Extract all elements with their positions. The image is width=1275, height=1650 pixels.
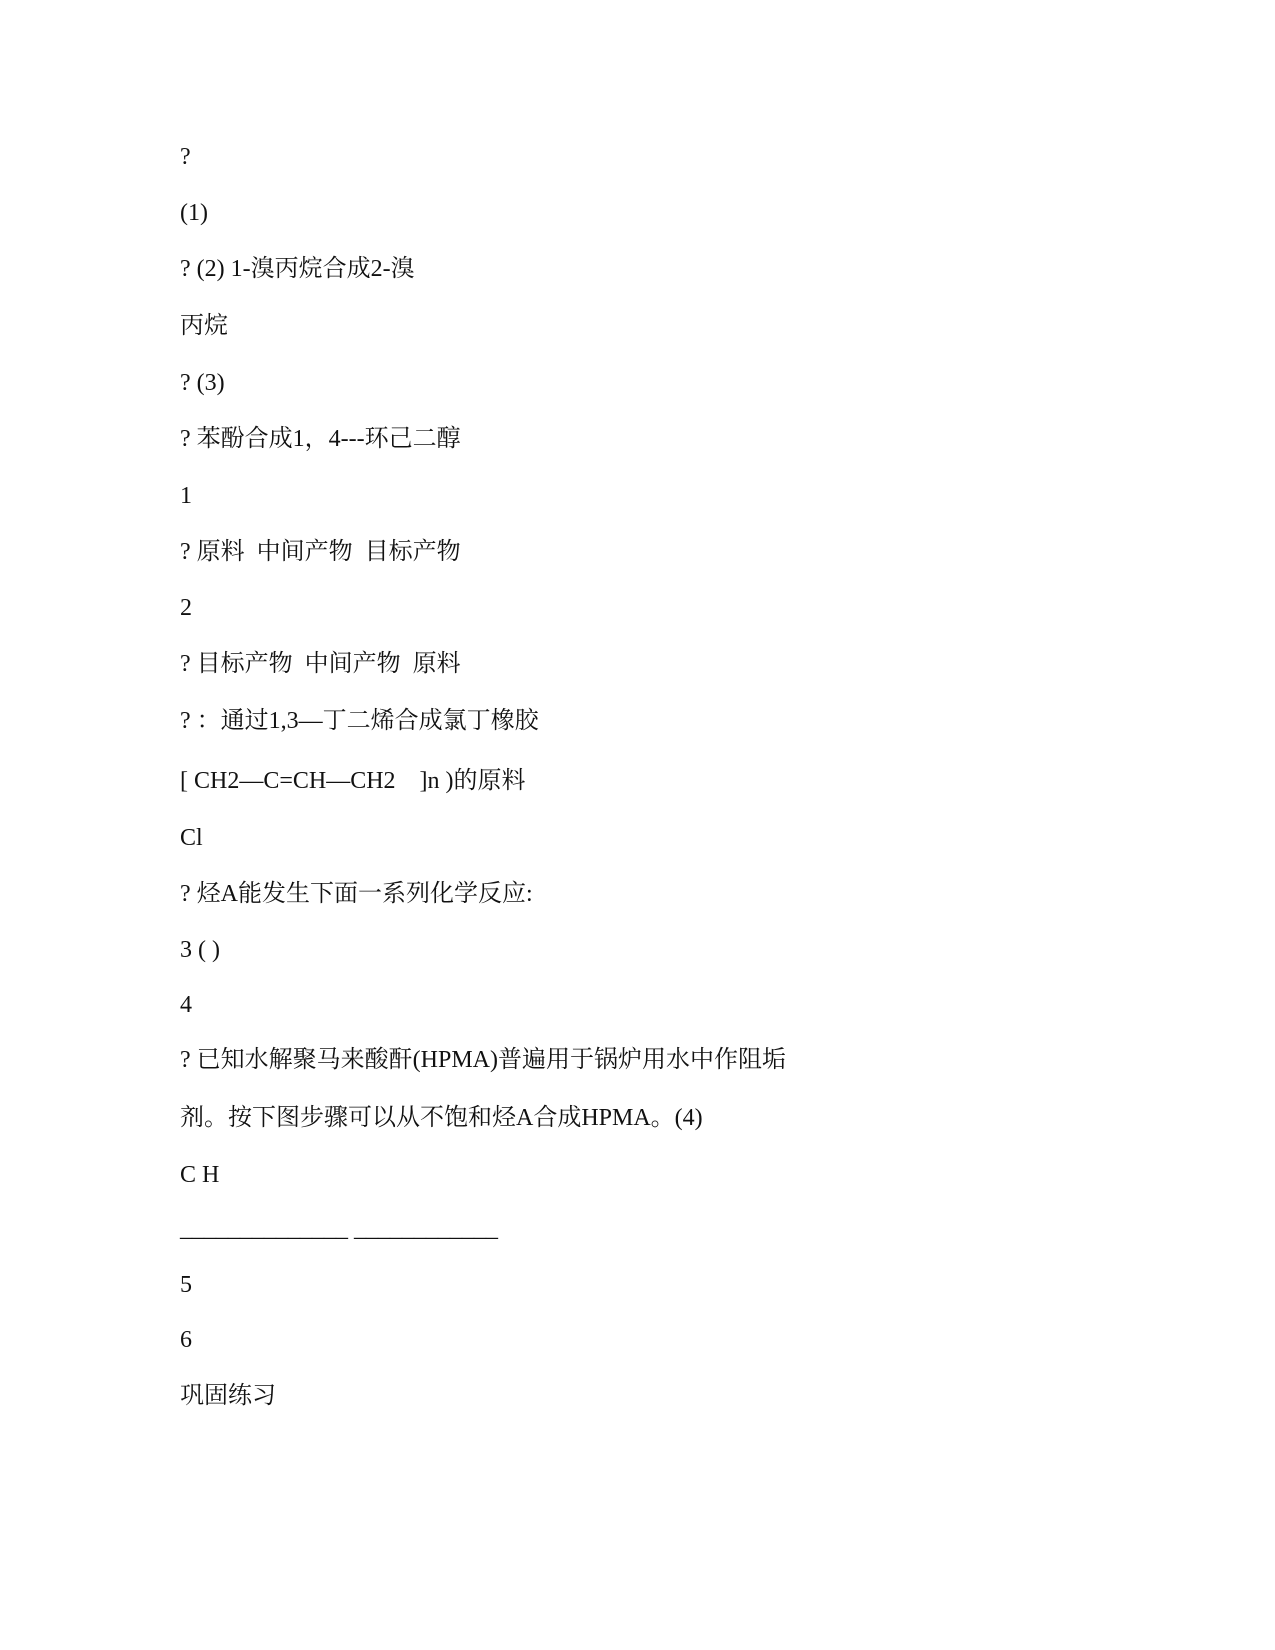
text-line: 4 (180, 992, 192, 1018)
text-line: 巩固练习 (180, 1383, 276, 1409)
text-line: Cl (180, 825, 203, 851)
text-line: 丙烷 (180, 313, 228, 339)
text-line: 1 (180, 483, 192, 509)
text-line: 5 (180, 1272, 192, 1298)
text-line: ? 已知水解聚马来酸酐(HPMA)普遍用于锅炉用水中作阻垢 (180, 1047, 786, 1073)
text-line: [ CH2—C=CH—CH2 ]n )的原料 (180, 768, 526, 794)
text-line: 2 (180, 595, 192, 621)
text-line: C H (180, 1162, 220, 1188)
text-line: ? (180, 144, 191, 170)
text-line: (1) (180, 200, 208, 226)
text-line: 剂。按下图步骤可以从不饱和烃A合成HPMA。(4) (180, 1105, 703, 1131)
text-line: ? (2) 1-溴丙烷合成2-溴 (180, 256, 415, 282)
text-line: ? 烃A能发生下面一系列化学反应: (180, 881, 533, 907)
text-line: 3 ( ) (180, 937, 220, 963)
text-line: 6 (180, 1327, 192, 1353)
text-line: ? 苯酚合成1，4---环己二醇 (180, 426, 461, 452)
text-line: ? 原料 中间产物 目标产物 (180, 539, 461, 565)
text-line: ? ：通过1,3—丁二烯合成氯丁橡胶 (180, 708, 539, 734)
text-line: ______________ ____________ (180, 1216, 498, 1242)
text-line: ? 目标产物 中间产物 原料 (180, 651, 461, 677)
text-line: ? (3) (180, 370, 225, 396)
